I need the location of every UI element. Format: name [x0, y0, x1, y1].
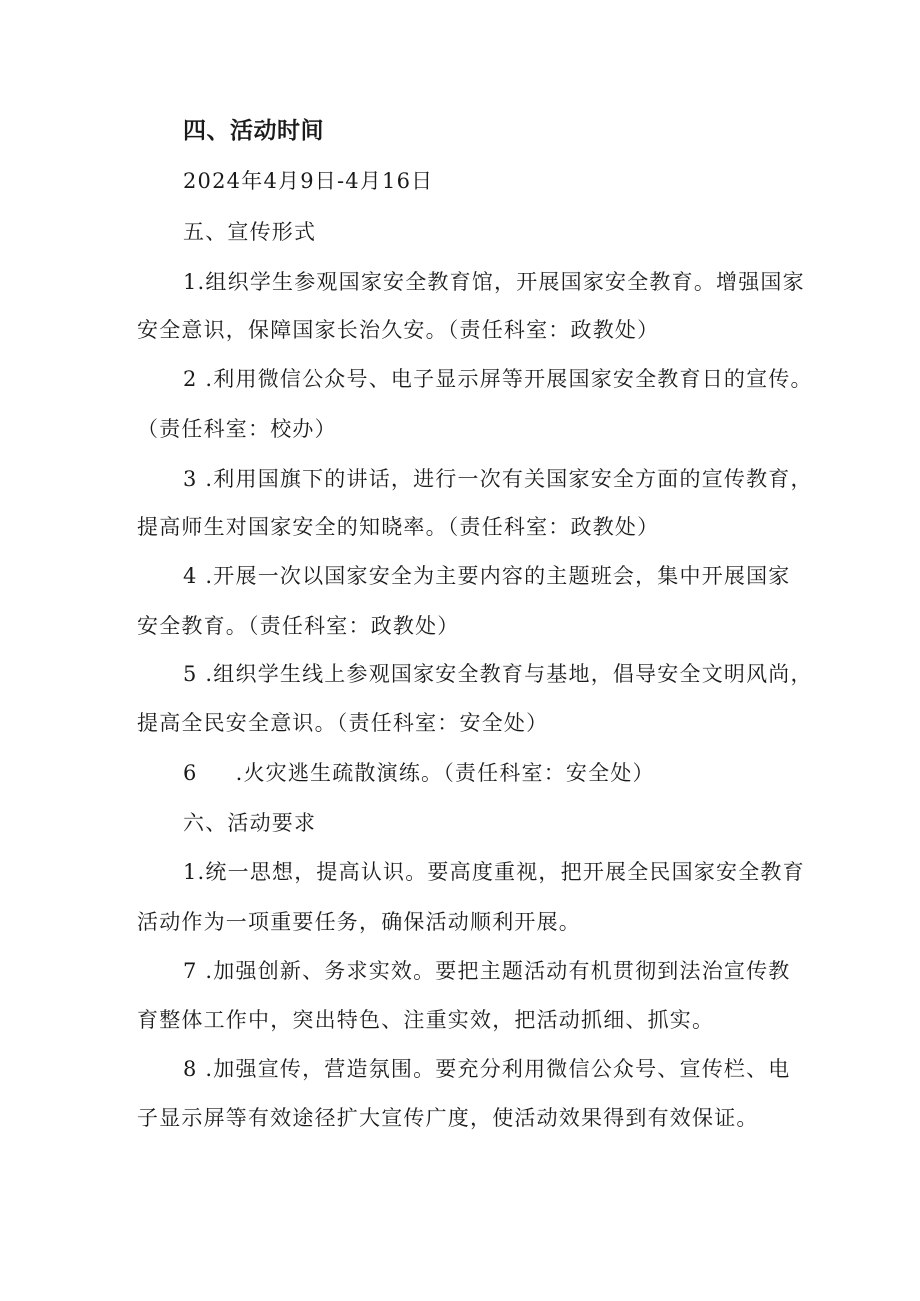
promotion-item-1-line-1: 1.组织学生参观国家安全教育馆，开展国家安全教育。增强国家 — [183, 270, 805, 294]
section-heading-activity-time: 四、活动时间 — [183, 118, 324, 144]
promotion-item-6 — [183, 759, 655, 787]
requirement-item-2-line-2: 育整体工作中，突出特色、注重实效，把活动抓细、抓实。 — [137, 1008, 715, 1032]
promotion-item-5-line-1: 5 .组织学生线上参观国家安全教育与基地，倡导安全文明风尚， — [183, 662, 813, 686]
requirement-item-2-line-1: 7 .加强创新、务求实效。要把主题活动有机贯彻到法治宣传教 — [183, 959, 791, 983]
section-heading-promotion-forms: 五、宣传形式 — [183, 220, 317, 244]
requirement-item-3-line-1: 8 .加强宣传，营造氛围。要充分利用微信公众号、宣传栏、电 — [183, 1057, 791, 1081]
promotion-item-1-line-2: 安全意识，保障国家长治久安。（责任科室：政教处） — [137, 318, 660, 342]
requirement-item-3-line-2: 子显示屏等有效途径扩大宣传广度，使活动效果得到有效保证。 — [137, 1106, 759, 1130]
section-heading-activity-requirements: 六、活动要求 — [183, 811, 317, 835]
requirement-item-1-line-1: 1.统一思想，提高认识。要高度重视，把开展全民国家安全教育 — [183, 860, 805, 884]
promotion-item-2-line-2: （责任科室：校办） — [137, 417, 337, 441]
promotion-item-5-line-2: 提高全民安全意识。（责任科室：安全处） — [137, 711, 549, 735]
activity-date: 2024年4月9日-4月16日 — [183, 169, 434, 193]
promotion-item-6-number: 6 — [183, 761, 198, 785]
promotion-item-6-text: .火灾逃生疏散演练。（责任科室：安全处） — [235, 761, 655, 785]
promotion-item-3-line-1: 3 .利用国旗下的讲话，进行一次有关国家安全方面的宣传教育， — [183, 467, 813, 491]
promotion-item-3-line-2: 提高师生对国家安全的知晓率。（责任科室：政教处） — [137, 515, 660, 539]
promotion-item-2-line-1: 2 .利用微信公众号、电子显示屏等开展国家安全教育日的宣传。 — [183, 367, 813, 391]
requirement-item-1-line-2: 活动作为一项重要任务，确保活动顺利开展。 — [137, 910, 581, 934]
promotion-item-4-line-2: 安全教育。（责任科室：政教处） — [137, 614, 460, 638]
promotion-item-4-line-1: 4 .开展一次以国家安全为主要内容的主题班会，集中开展国家 — [183, 564, 791, 588]
